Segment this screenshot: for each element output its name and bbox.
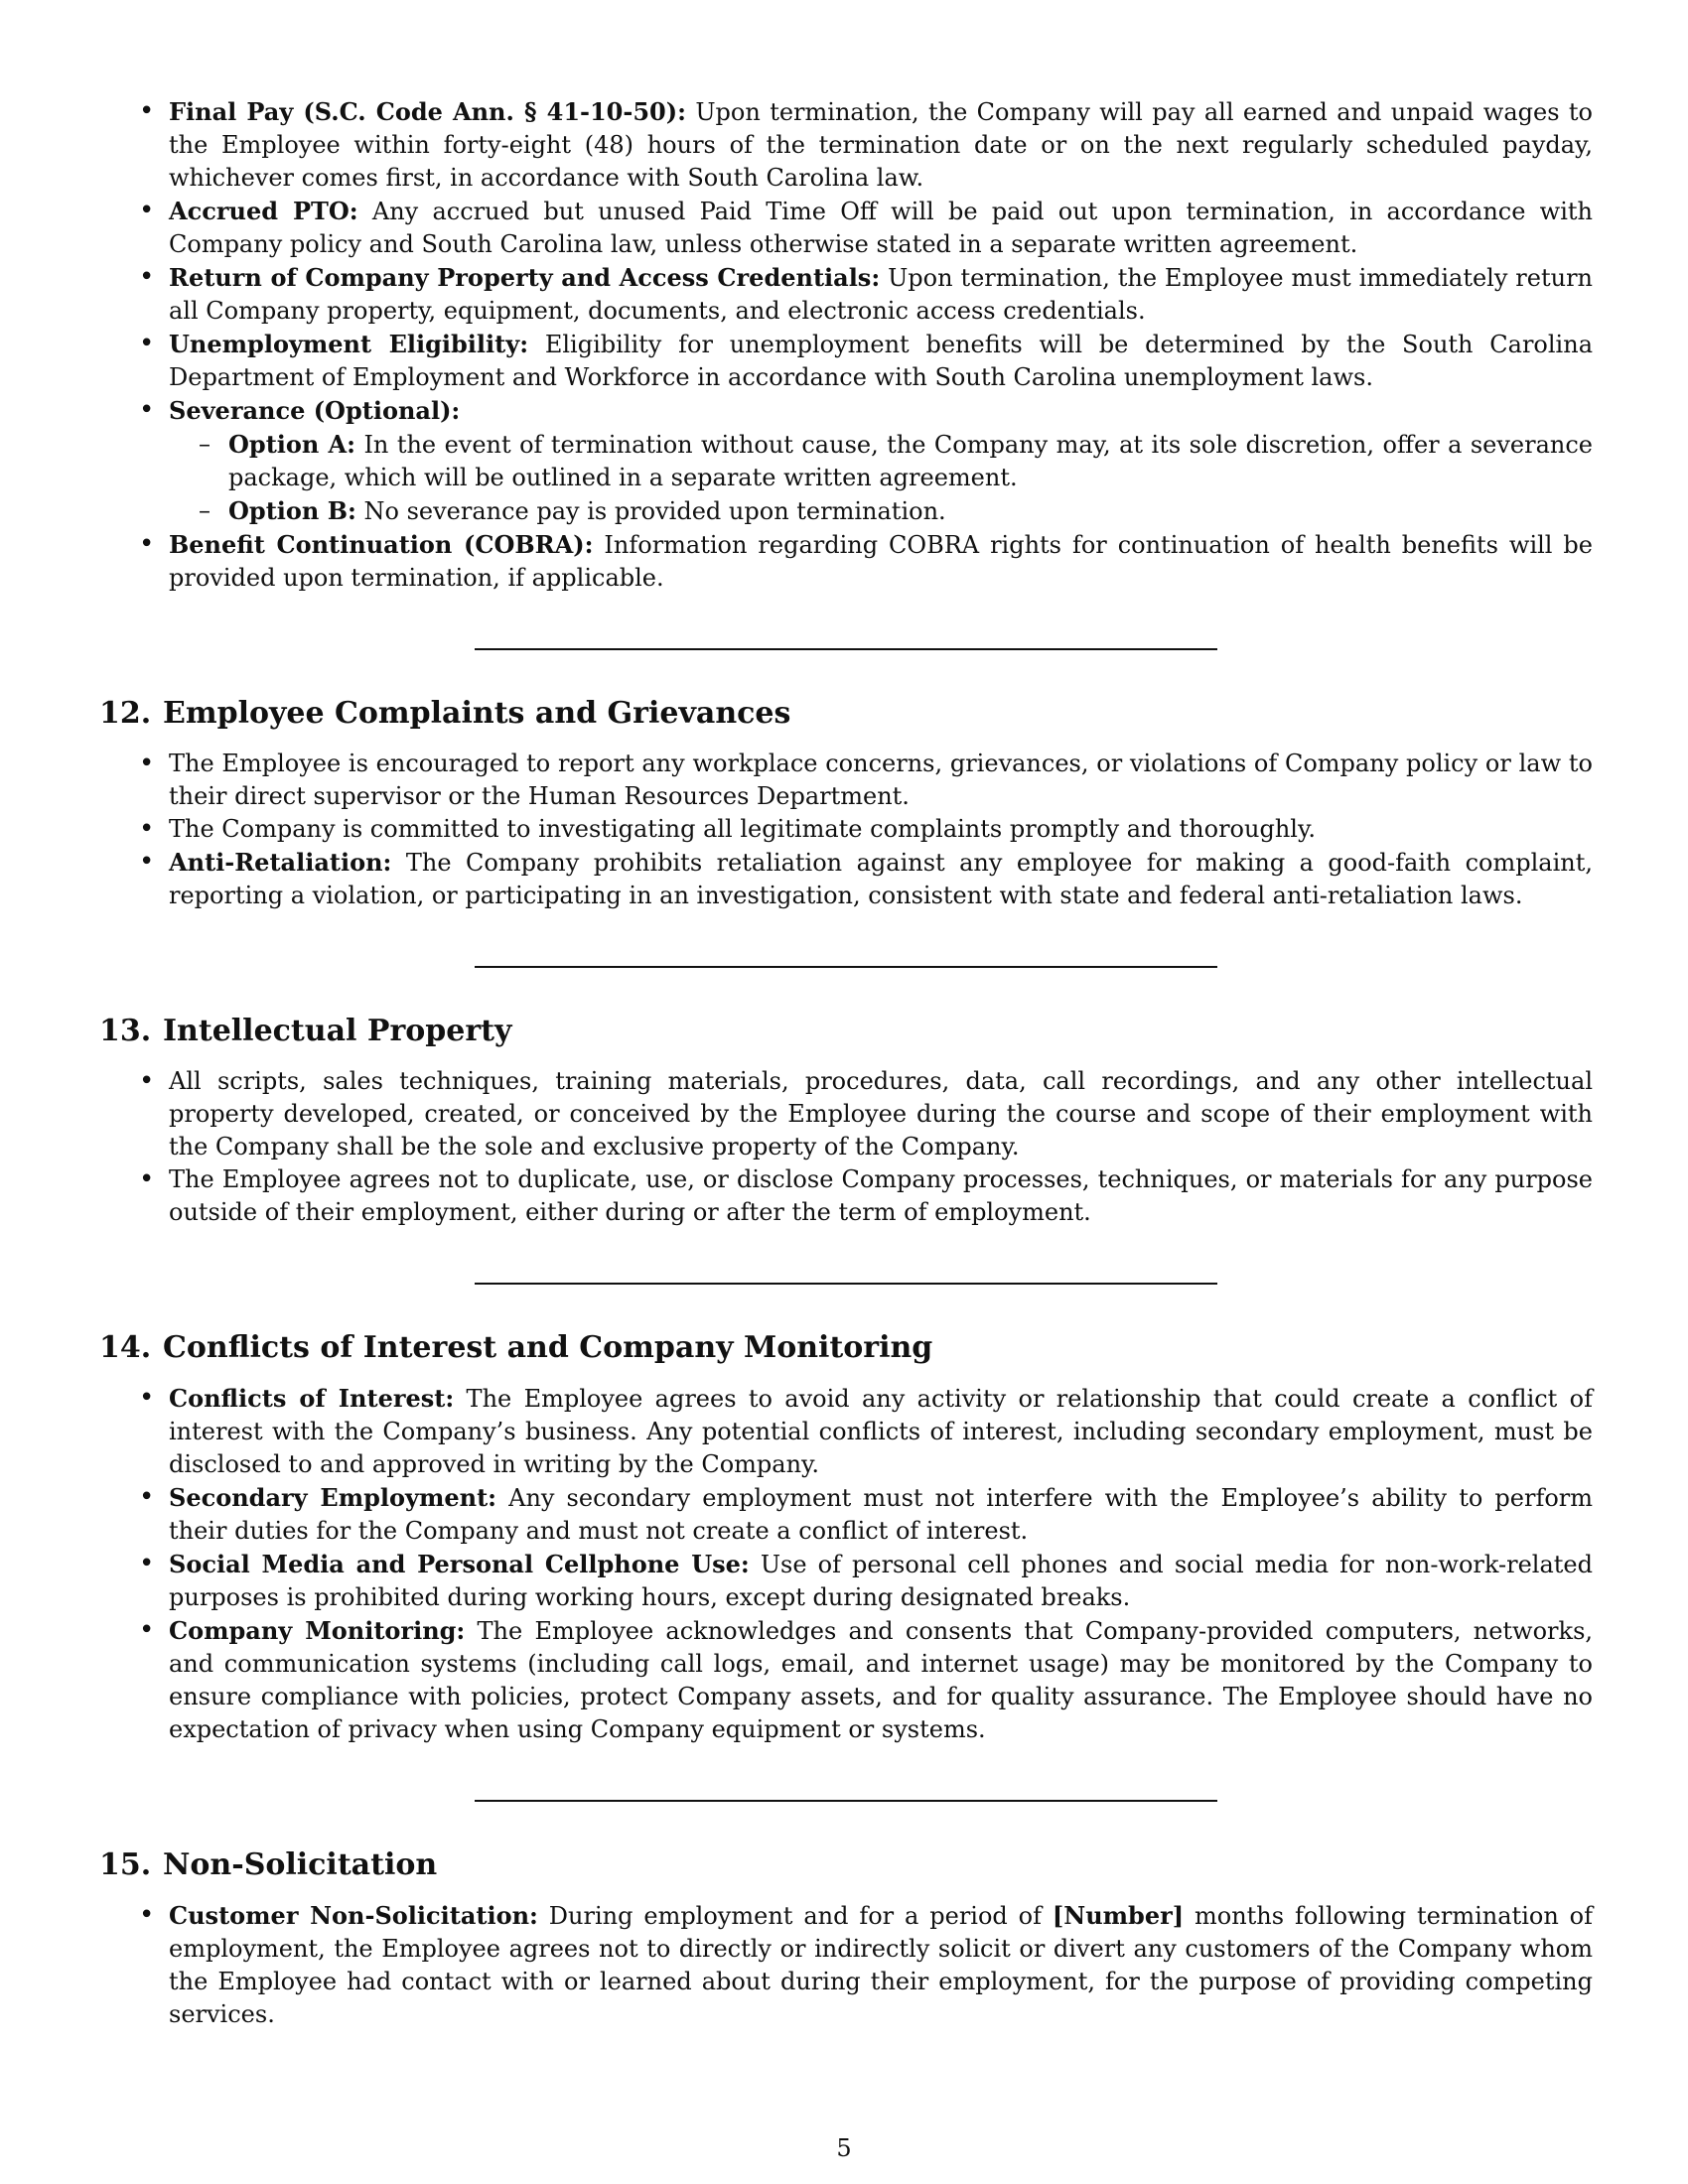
section-heading-12 [99,694,1593,734]
item-text: All scripts, sales techniques, training materials, procedures, data, call recordings, and any other intellectual property developed, created, or conceived by the Employee during the course and scope of their employment with the Company shall be the sole and exclusive property of the Company. [169,1067,1593,1160]
item-text: Eligibility for unemployment benefits will be determined by the South Carolina Department of Employment and Workforce in accordance with South Carolina unemployment laws. [169,331,1593,391]
termination-list [99,95,1593,595]
list-item-severance [99,394,1593,528]
item-text: During employment and for a period of [537,1902,1053,1930]
item-label: Accrued PTO: [169,197,358,225]
item-label: Secondary Employment: [169,1483,497,1512]
item-label: Final Pay (S.C. Code Ann. § 41-10-50): [169,97,686,126]
list-item-unemployment [99,328,1593,394]
item-text: The Employee agrees to avoid any activity or relationship that could create a conflict of interest with the Company’s business. Any potential conflicts of interest, including secondary employment, must be disclosed to and approved in writing by the Company. [169,1385,1594,1478]
section-heading-15 [99,1845,1593,1885]
section-15-list [99,1899,1593,2031]
section-number: 12. [99,696,152,731]
option-text: In the event of termination without cause, the Company may, at its sole discretion, offer a severance package, which will be outlined in a separate written agreement. [228,431,1593,491]
section-14-list [99,1382,1593,1746]
item-text: The Company prohibits retaliation against any employee for making a good-faith complaint, reporting a violation, or participating in an investigation, consistent with state and federal anti-retaliation laws. [169,849,1593,909]
list-item-social-media [99,1548,1593,1614]
section-number: 15. [99,1847,152,1882]
item-text: The Employee is encouraged to report any workplace concerns, grievances, or violations of Company policy or law to their direct supervisor or the Human Resources Department. [169,750,1593,810]
item-text: The Employee acknowledges and consents that Company-provided computers, networks, and communication systems (including call logs, email, and internet usage) may be monitored by the Company to ensure compliance with policies, protect Company assets, and for quality assurance. The Employee should have no expectation of privacy when using Company equipment or systems. [169,1617,1594,1743]
item-text: Information regarding COBRA rights for continuation of health benefits will be provided upon termination, if applicable. [169,531,1593,592]
document-page [99,95,1593,2031]
item-label: Anti-Retaliation: [169,848,392,877]
item-text: Upon termination, the Company will pay all earned and unpaid wages to the Employee within forty-eight (48) hours of the termination date or on the next regularly scheduled payday, whichever comes first, in accordance with South Carolina law. [169,98,1593,192]
list-item-conflicts [99,1382,1593,1481]
item-text: months following termination of employment, the Employee agrees not to directly or indirectly solicit or divert any customers of the Company whom the Employee had contact with or learned about during their employment, for the purpose of providing competing services. [169,1902,1593,2028]
item-text: Use of personal cell phones and social media for non-work-related purposes is prohibited during working hours, except during designated breaks. [169,1551,1593,1611]
list-item-secondary-employment [99,1481,1593,1548]
section-13-list [99,1065,1593,1229]
list-item-monitoring [99,1614,1593,1746]
section-divider [475,1800,1217,1802]
item-label: Unemployment Eligibility: [169,330,529,358]
list-item-final-pay [99,95,1593,195]
section-divider [475,648,1217,650]
option-label: Option A: [228,430,355,459]
item-label: Company Monitoring: [169,1616,466,1645]
severance-option-a [169,428,1593,494]
severance-option-b [169,494,1593,528]
item-text: Any secondary employment must not interfere with the Employee’s ability to perform their duties for the Company and must not create a conflict of interest. [169,1484,1594,1545]
section-heading-14 [99,1328,1593,1368]
section-12-list [99,748,1593,912]
section-divider [475,1283,1217,1285]
list-item [99,813,1593,846]
list-item [99,1065,1593,1163]
number-placeholder: [Number] [1052,1901,1185,1930]
item-text: The Company is committed to investigating all legitimate complaints promptly and thoroughly. [169,815,1316,843]
section-title: Conflicts of Interest and Company Monitoring [163,1330,933,1365]
list-item-anti-retaliation [99,846,1593,912]
section-number: 13. [99,1014,152,1048]
page-number: 5 [836,2134,852,2162]
list-item-return-property [99,261,1593,328]
section-title: Intellectual Property [163,1014,512,1048]
section-number: 14. [99,1330,152,1365]
section-title: Employee Complaints and Grievances [163,696,791,731]
section-heading-13 [99,1012,1593,1051]
section-title: Non-Solicitation [163,1847,438,1882]
item-label: Conflicts of Interest: [169,1384,455,1413]
list-item [99,748,1593,813]
list-item-accrued-pto [99,195,1593,261]
item-text: Upon termination, the Employee must immediately return all Company property, equipment, documents, and electronic access credentials. [169,264,1593,325]
item-text: Any accrued but unused Paid Time Off will be paid out upon termination, in accordance with Company policy and South Carolina law, unless otherwise stated in a separate written agreement. [169,198,1593,258]
option-text: No severance pay is provided upon termination. [355,497,946,525]
item-label: Benefit Continuation (COBRA): [169,530,594,559]
section-divider [475,966,1217,968]
item-label: Return of Company Property and Access Credentials: [169,263,881,292]
list-item-customer-non-solicitation [99,1899,1593,2031]
item-text: The Employee agrees not to duplicate, use, or disclose Company processes, techniques, or materials for any purpose outside of their employment, either during or after the term of employment. [169,1165,1593,1226]
item-label: Severance (Optional): [169,396,461,425]
option-label: Option B: [228,496,356,525]
item-label: Customer Non-Solicitation: [169,1901,538,1930]
list-item [99,1163,1593,1229]
severance-options-list [169,428,1593,528]
item-label: Social Media and Personal Cellphone Use: [169,1550,750,1578]
list-item-cobra [99,528,1593,595]
